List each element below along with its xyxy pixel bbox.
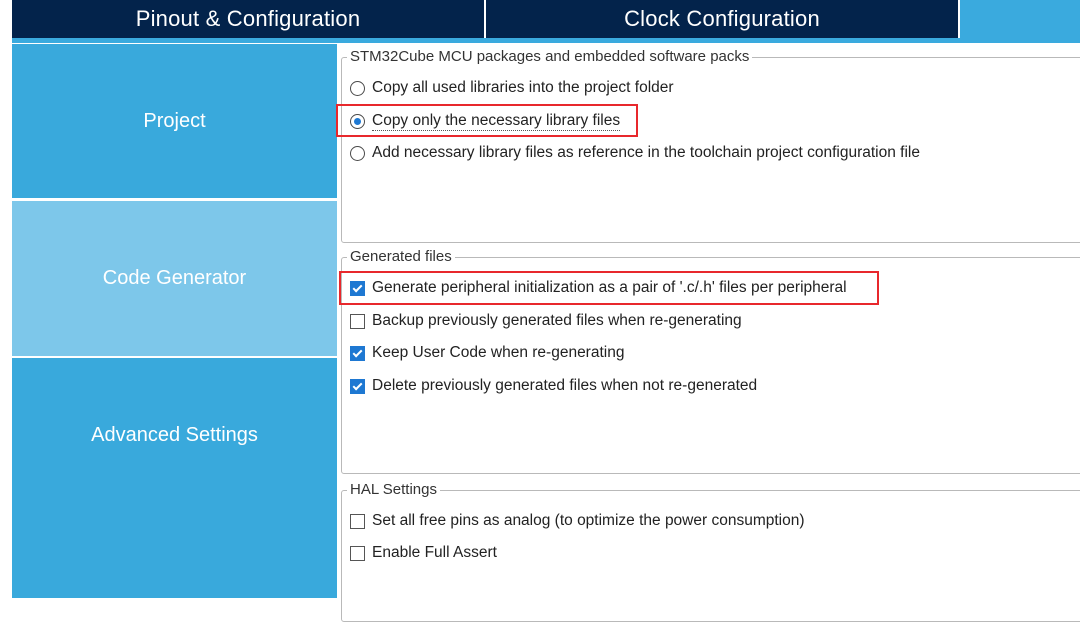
checkbox-backup-generated-files[interactable] bbox=[350, 311, 742, 331]
sidebar-empty-area bbox=[12, 510, 337, 598]
tab-bar-underline bbox=[12, 38, 1080, 43]
radio-add-as-reference[interactable] bbox=[350, 143, 920, 163]
checkbox-label: Enable Full Assert bbox=[372, 544, 497, 561]
highlight-box-copy-necessary bbox=[336, 104, 638, 137]
checkbox-keep-user-code[interactable] bbox=[350, 343, 624, 363]
checkbox-icon[interactable] bbox=[350, 546, 365, 561]
checkbox-label: Delete previously generated files when not re-generated bbox=[372, 377, 758, 394]
checkbox-delete-previous-files[interactable] bbox=[350, 376, 757, 396]
sidebar bbox=[12, 44, 337, 598]
radio-button-icon[interactable] bbox=[350, 146, 365, 161]
checkbox-checked-icon[interactable] bbox=[350, 379, 365, 394]
sidebar-item-advanced-settings[interactable] bbox=[12, 358, 337, 512]
radio-copy-all-libraries[interactable] bbox=[350, 78, 674, 98]
highlight-box-generate-peripheral bbox=[339, 271, 879, 305]
checkbox-enable-full-assert[interactable] bbox=[350, 543, 497, 563]
tab-clock-configuration[interactable]: Clock Configuration bbox=[486, 0, 958, 38]
generated-files-group-title: Generated files bbox=[347, 248, 455, 265]
sidebar-item-project[interactable] bbox=[12, 44, 337, 198]
checkbox-label: Set all free pins as analog (to optimize the power consumption) bbox=[372, 512, 805, 529]
checkbox-checked-icon[interactable] bbox=[350, 346, 365, 361]
tab-project-manager[interactable] bbox=[960, 0, 1080, 38]
sidebar-item-label: Advanced Settings bbox=[91, 423, 258, 446]
sidebar-item-code-generator[interactable] bbox=[12, 201, 337, 356]
checkbox-icon[interactable] bbox=[350, 314, 365, 329]
radio-label: Copy all used libraries into the project folder bbox=[372, 79, 674, 96]
checkbox-free-pins-analog[interactable] bbox=[350, 511, 805, 531]
radio-label: Copy only the necessary library files bbox=[372, 111, 621, 129]
tab-pinout-configuration[interactable]: Pinout & Configuration bbox=[12, 0, 484, 38]
sidebar-item-label: Code Generator bbox=[102, 267, 247, 289]
checkbox-icon[interactable] bbox=[350, 514, 365, 529]
checkbox-label: Keep User Code when re-generating bbox=[372, 344, 625, 361]
radio-label: Add necessary library files as reference in the toolchain project configuration file bbox=[372, 144, 920, 161]
checkbox-label: Backup previously generated files when re-generating bbox=[372, 312, 742, 329]
checkbox-label: Generate peripheral initialization as a pair of '.c/.h' files per peripheral bbox=[372, 279, 847, 296]
packages-group-title: STM32Cube MCU packages and embedded software packs bbox=[347, 48, 752, 65]
top-tab-bar bbox=[0, 0, 1080, 44]
radio-button-icon[interactable] bbox=[350, 81, 365, 96]
sidebar-item-label: Project bbox=[143, 109, 206, 132]
hal-settings-group-title: HAL Settings bbox=[347, 481, 440, 498]
sidebar-divider bbox=[12, 198, 337, 200]
